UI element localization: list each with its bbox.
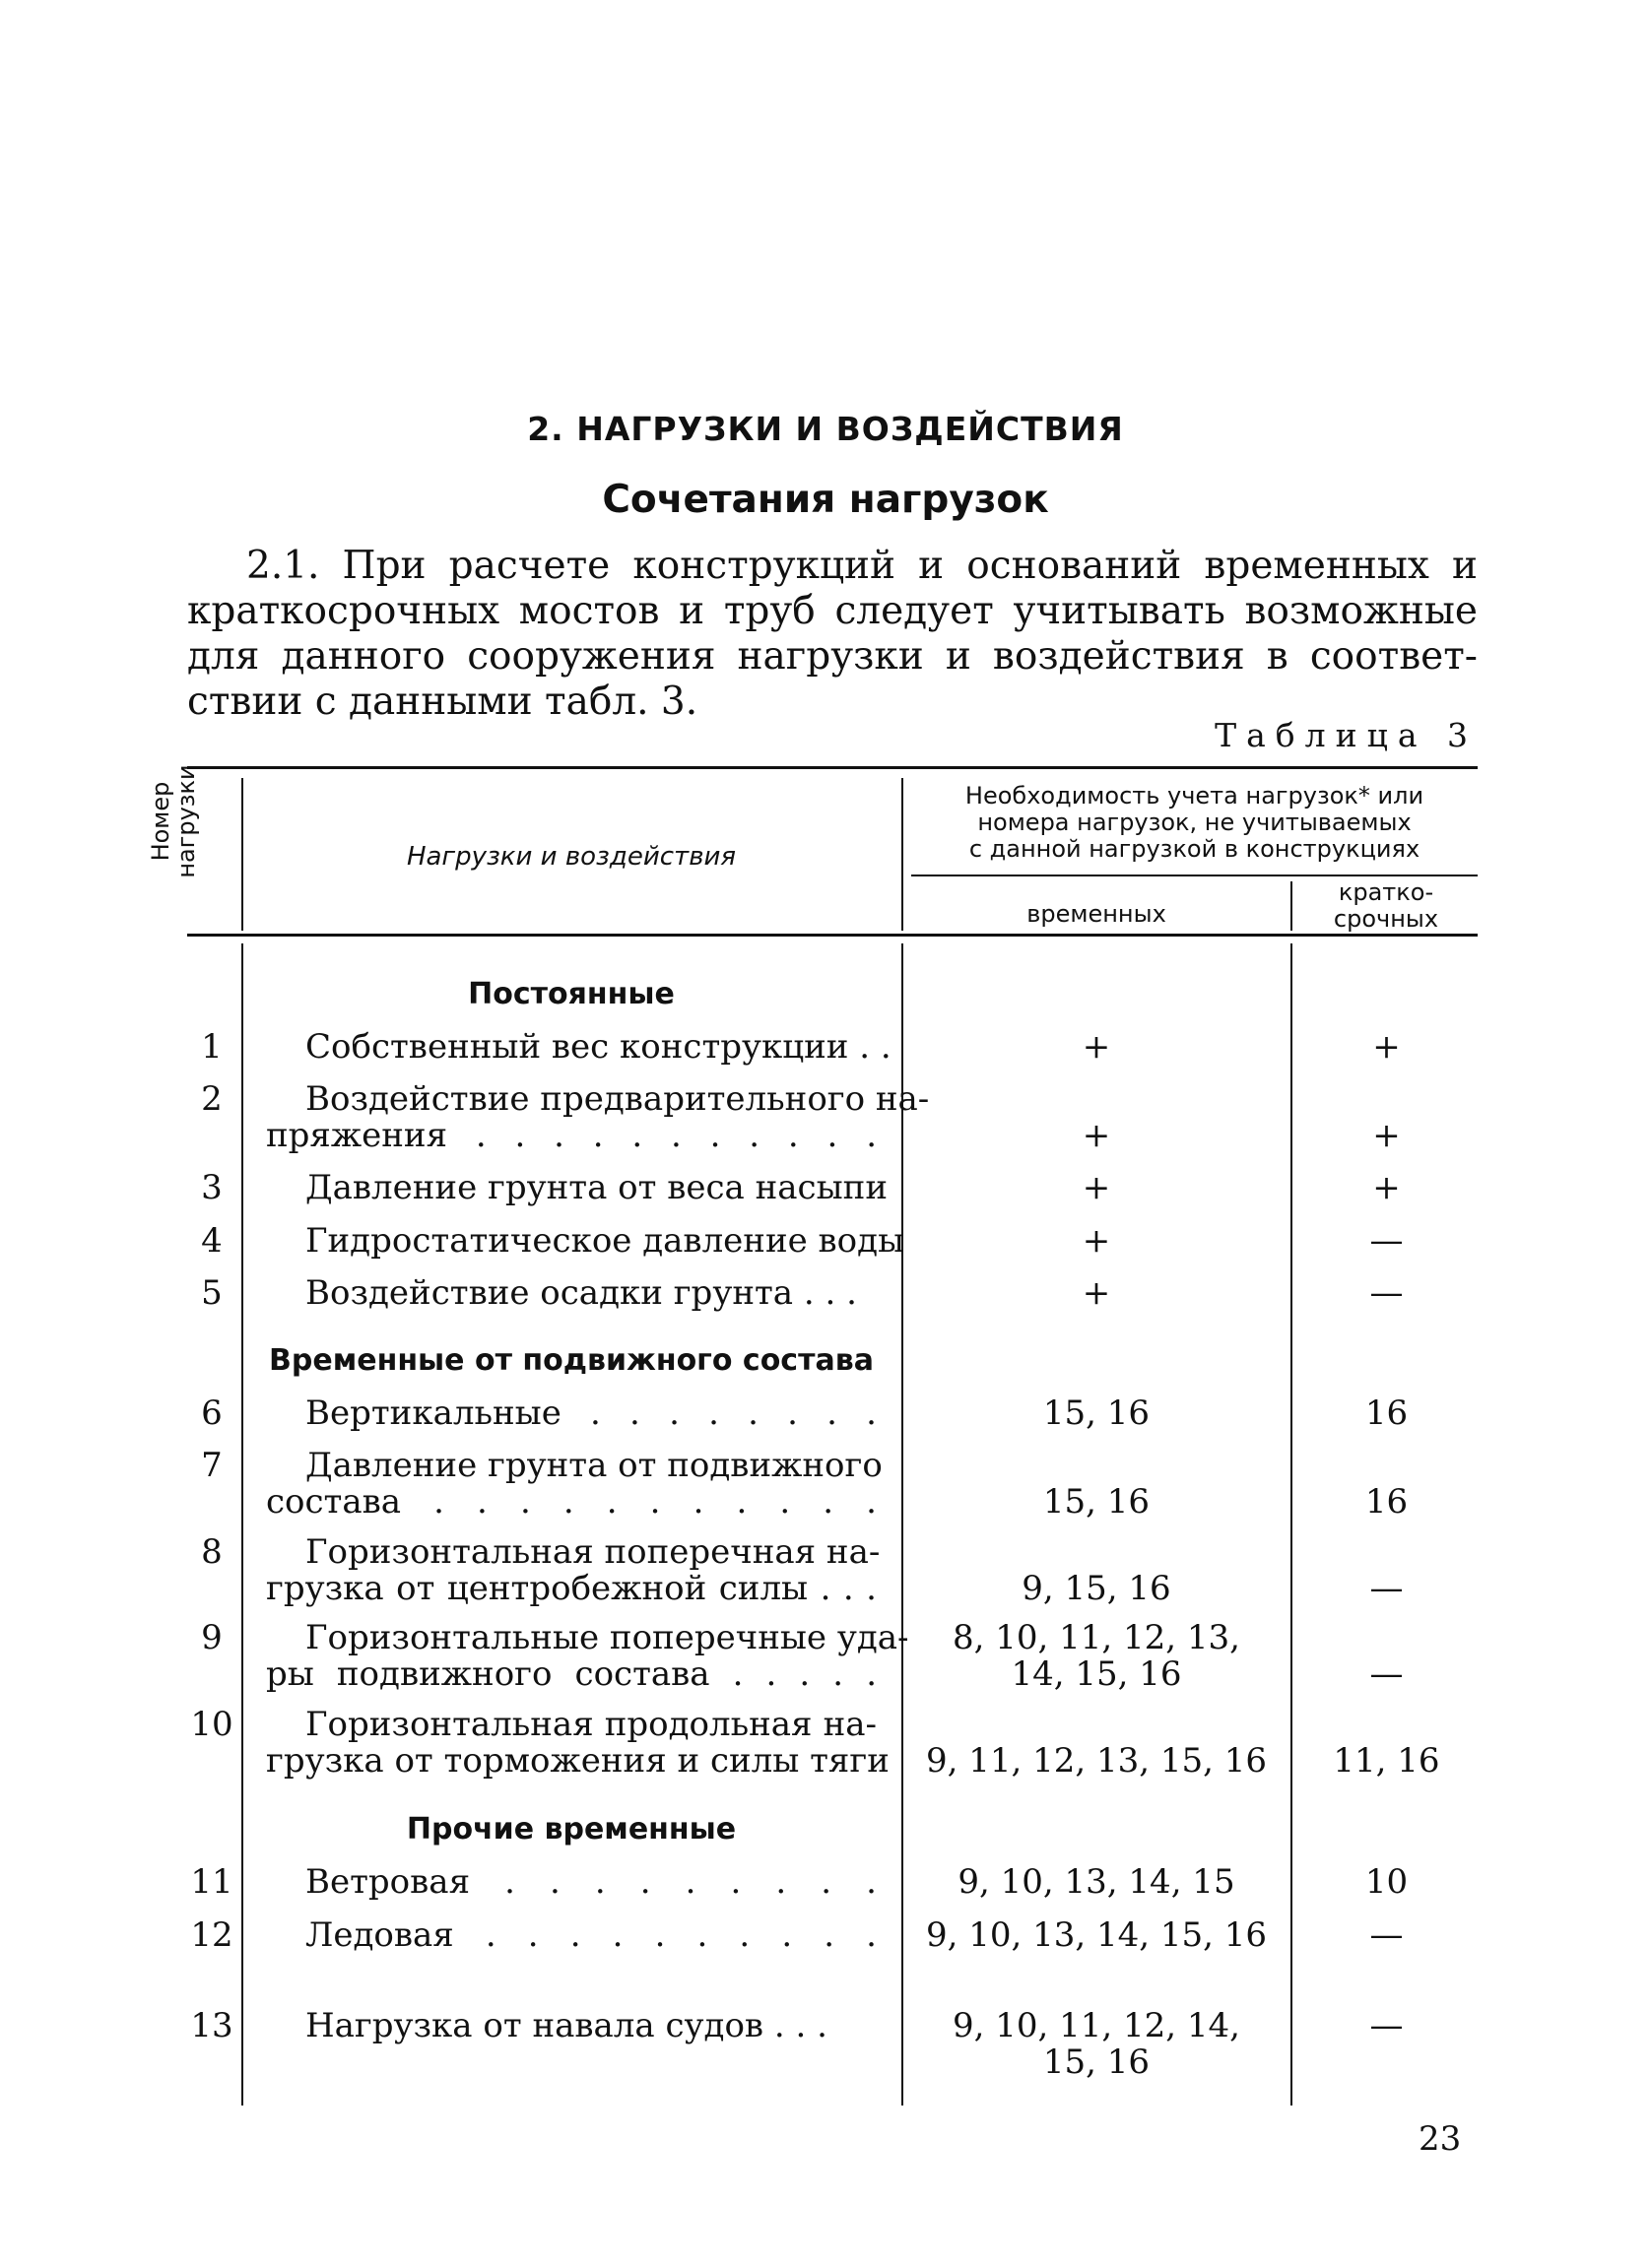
- row-label: Давление грунта от веса насыпи: [305, 1168, 888, 1207]
- paragraph-line: для данного сооружения нагрузки и воздействия в соответ-: [187, 634, 1478, 679]
- row-label: Горизонтальная поперечная на-: [305, 1532, 881, 1572]
- header-divider: [241, 778, 243, 931]
- row-label: Ледовая . . . . . . . . . .: [305, 1915, 877, 1955]
- header-necessity-line: с данной нагрузкой в конструкциях: [968, 835, 1420, 863]
- cell-short-term: 10: [1364, 1862, 1409, 1902]
- row-number: 12: [190, 1915, 233, 1955]
- row-number: 5: [201, 1273, 223, 1313]
- cell-short-term: —: [1369, 1273, 1404, 1313]
- cell-temporary: 15, 16: [1042, 1393, 1151, 1433]
- cell-temporary: 9, 10, 13, 14, 15, 16: [925, 1915, 1268, 1955]
- cell-temporary: +: [1082, 1221, 1111, 1261]
- header-short-term: [1292, 879, 1480, 933]
- header-necessity-line: Необходимость учета нагрузок* или: [964, 782, 1424, 810]
- cell-short-term: —: [1369, 1221, 1404, 1261]
- cell-temporary: 9, 10, 13, 14, 15: [958, 1862, 1235, 1902]
- cell-temporary: 8, 10, 11, 12, 13,: [953, 1618, 1240, 1657]
- cell-short-term: 16: [1364, 1482, 1409, 1522]
- row-label: Нагрузка от навала судов . . .: [305, 2006, 827, 2045]
- section-heading: 2. НАГРУЗКИ И ВОЗДЕЙСТВИЯ: [527, 410, 1124, 448]
- cell-temporary: 14, 15, 16: [1011, 1654, 1182, 1694]
- row-label: Гидростатическое давление воды: [305, 1221, 905, 1261]
- header-temporary: временных: [1026, 900, 1166, 928]
- table-caption: Таблица 3: [1215, 716, 1478, 754]
- header-necessity: [906, 783, 1483, 863]
- cell-short-term: —: [1369, 1654, 1404, 1694]
- cell-short-term: —: [1369, 1915, 1404, 1955]
- row-label: Горизонтальная продольная на-: [305, 1705, 877, 1744]
- row-label: Воздействие предварительного на-: [305, 1079, 930, 1119]
- cell-short-term: +: [1372, 1168, 1401, 1207]
- row-label: Ветровая . . . . . . . . .: [305, 1862, 877, 1902]
- row-label: грузка от торможения и силы тяги: [266, 1741, 890, 1781]
- row-number: 3: [201, 1168, 223, 1207]
- table-top-rule: [187, 766, 1478, 769]
- cell-temporary: +: [1082, 1027, 1111, 1067]
- row-label: пряжения . . . . . . . . . . .: [266, 1116, 877, 1155]
- cell-short-term: —: [1369, 1569, 1404, 1608]
- group-heading: Постоянные: [468, 977, 675, 1011]
- row-number: 13: [190, 2006, 233, 2045]
- row-number: 10: [190, 1705, 233, 1744]
- row-label: Давление грунта от подвижного: [305, 1446, 883, 1485]
- row-number: 1: [201, 1027, 223, 1067]
- row-number: 4: [201, 1221, 223, 1261]
- paragraph-line: ствии с данными табл. 3.: [187, 680, 698, 724]
- cell-temporary: 15, 16: [1042, 2042, 1151, 2082]
- paragraph-line: краткосрочных мостов и труб следует учитывать возможные: [187, 589, 1478, 633]
- row-number: 8: [201, 1532, 223, 1572]
- row-label: Собственный вес конструкции . .: [305, 1027, 892, 1067]
- cell-temporary: +: [1082, 1116, 1111, 1155]
- group-heading: Временные от подвижного состава: [269, 1343, 874, 1378]
- cell-short-term: +: [1372, 1116, 1401, 1155]
- cell-temporary: 15, 16: [1042, 1482, 1151, 1522]
- header-necessity-line: номера нагрузок, не учитываемых: [977, 809, 1412, 836]
- cell-temporary: +: [1082, 1168, 1111, 1207]
- row-label: состава . . . . . . . . . . .: [266, 1482, 877, 1522]
- header-loads: Нагрузки и воздействия: [406, 842, 737, 872]
- header-short-term-line: кратко-: [1338, 878, 1434, 906]
- cell-short-term: 11, 16: [1333, 1741, 1440, 1781]
- cell-temporary: 9, 10, 11, 12, 14,: [953, 2006, 1240, 2045]
- row-number: 6: [201, 1393, 223, 1433]
- header-short-term-line: срочных: [1333, 905, 1439, 933]
- paragraph-line: 2.1. При расчете конструкций и оснований временных и: [246, 544, 1478, 588]
- header-bottom-rule: [187, 934, 1478, 937]
- header-subrule: [911, 875, 1478, 876]
- header-divider: [901, 778, 903, 931]
- cell-short-term: —: [1369, 2006, 1404, 2045]
- subsection-heading: Сочетания нагрузок: [602, 478, 1049, 522]
- header-number: Номер нагрузки: [147, 764, 200, 878]
- row-number: 11: [190, 1862, 233, 1902]
- row-number: 9: [201, 1618, 223, 1657]
- cell-temporary: +: [1082, 1273, 1111, 1313]
- column-divider: [241, 943, 243, 2106]
- row-label: Воздействие осадки грунта . . .: [305, 1273, 857, 1313]
- cell-short-term: +: [1372, 1027, 1401, 1067]
- row-label: Вертикальные . . . . . . . .: [305, 1393, 877, 1433]
- row-label: ры подвижного состава . . . . .: [266, 1654, 877, 1694]
- cell-temporary: 9, 11, 12, 13, 15, 16: [925, 1741, 1268, 1781]
- cell-short-term: 16: [1364, 1393, 1409, 1433]
- group-heading: Прочие временные: [406, 1812, 737, 1847]
- cell-temporary: 9, 15, 16: [1022, 1569, 1171, 1608]
- page-number: 23: [1419, 2119, 1462, 2159]
- row-number: 7: [201, 1446, 223, 1485]
- row-label: грузка от центробежной силы . . .: [266, 1569, 877, 1608]
- row-label: Горизонтальные поперечные уда-: [305, 1618, 909, 1657]
- row-number: 2: [201, 1079, 223, 1119]
